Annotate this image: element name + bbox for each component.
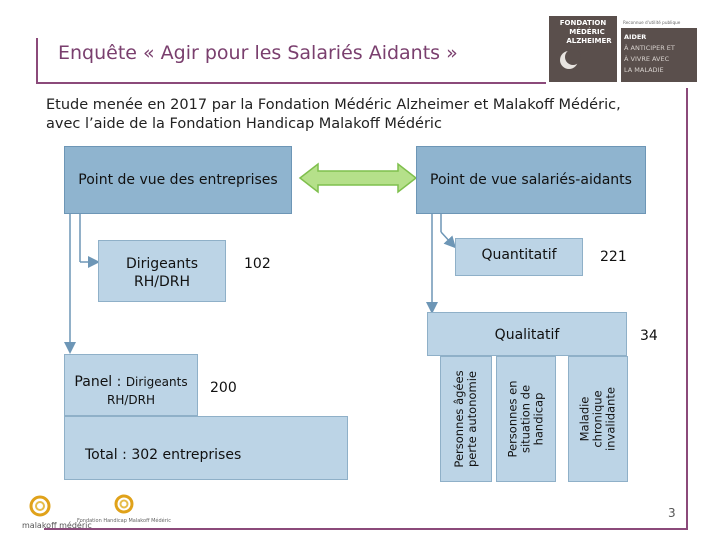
group-elderly-line-2: perte autonomie (465, 370, 479, 468)
qualitatif-label: Qualitatif (494, 327, 560, 343)
group-disability-label (507, 380, 546, 457)
total-box (64, 416, 348, 480)
qualitatif-box (427, 312, 627, 356)
dirigeants-box (98, 240, 226, 302)
fondation-handicap-logo-icon (116, 496, 132, 512)
quantitatif-box (455, 238, 583, 276)
dirigeants-line-2: RH/DRH (133, 274, 190, 290)
logo-motto-2: À ANTICIPER ET (624, 44, 675, 52)
group-chronic-line-1: Maladie (577, 396, 592, 442)
enterprises-viewpoint-label: Point de vue des entreprises (78, 172, 278, 188)
double-arrow-icon (300, 164, 416, 192)
quantitatif-label: Quantitatif (481, 247, 557, 263)
panel-line-1: Dirigeants (125, 375, 188, 389)
total-enterprises: Total : 302 entreprises (85, 447, 242, 463)
enterprises-viewpoint-box (64, 146, 292, 214)
panel-prefix: Panel : (74, 374, 126, 390)
quantitatif-count: 221 (600, 249, 627, 265)
dirigeants-count: 102 (244, 256, 271, 272)
group-chronic-label (579, 387, 618, 451)
page-title: Enquête « Agir pour les Salariés Aidants » (58, 42, 458, 64)
group-disability-line-2: situation de (518, 384, 533, 454)
employees-viewpoint-label: Point de vue salariés-aidants (430, 172, 632, 188)
group-chronic-line-3: invalidante (603, 387, 618, 451)
group-elderly-label (453, 370, 479, 467)
logo-line-1: FONDATION (559, 19, 607, 27)
fondation-handicap-logo-text: Fondation Handicap Malakoff Médéric (77, 518, 171, 524)
logo-motto-1: AIDER (624, 33, 647, 41)
arrow-to-quantitatif (441, 232, 452, 244)
study-description-line-2: avec l’aide de la Fondation Handicap Malakoff Médéric (46, 116, 442, 132)
group-chronic-box (568, 356, 628, 482)
dirigeants-line-1: Dirigeants (125, 256, 199, 272)
logo-line-2: MÉDÉRIC (569, 28, 605, 36)
logo-motto-3: À VIVRE AVEC (624, 55, 670, 63)
malakoff-logo-text: malakoff médéric (22, 521, 92, 530)
study-description-line-1: Etude menée en 2017 par la Fondation Médéric Alzheimer et Malakoff Médéric, (46, 97, 621, 113)
malakoff-logo-icon (31, 497, 49, 515)
logo-line-3: ALZHEIMER (566, 37, 612, 45)
panel-count: 200 (210, 380, 237, 396)
group-elderly-box (440, 356, 492, 482)
group-chronic-line-2: chronique (590, 390, 605, 448)
employees-viewpoint-box (416, 146, 646, 214)
panel-line-2: RH/DRH (106, 393, 155, 407)
logo-motto-4: LA MALADIE (624, 66, 664, 74)
logo-tagline: Reconnue d'utilité publique (623, 20, 681, 25)
panel-box (64, 354, 198, 416)
group-disability-line-1: Personnes en (505, 380, 520, 458)
group-elderly-line-1: Personnes âgées (452, 370, 466, 468)
group-disability-line-3: handicap (531, 392, 546, 446)
footer-logos (14, 492, 194, 536)
qualitatif-count: 34 (640, 328, 658, 344)
group-disability-box (496, 356, 556, 482)
page-number: 3 (668, 506, 676, 520)
